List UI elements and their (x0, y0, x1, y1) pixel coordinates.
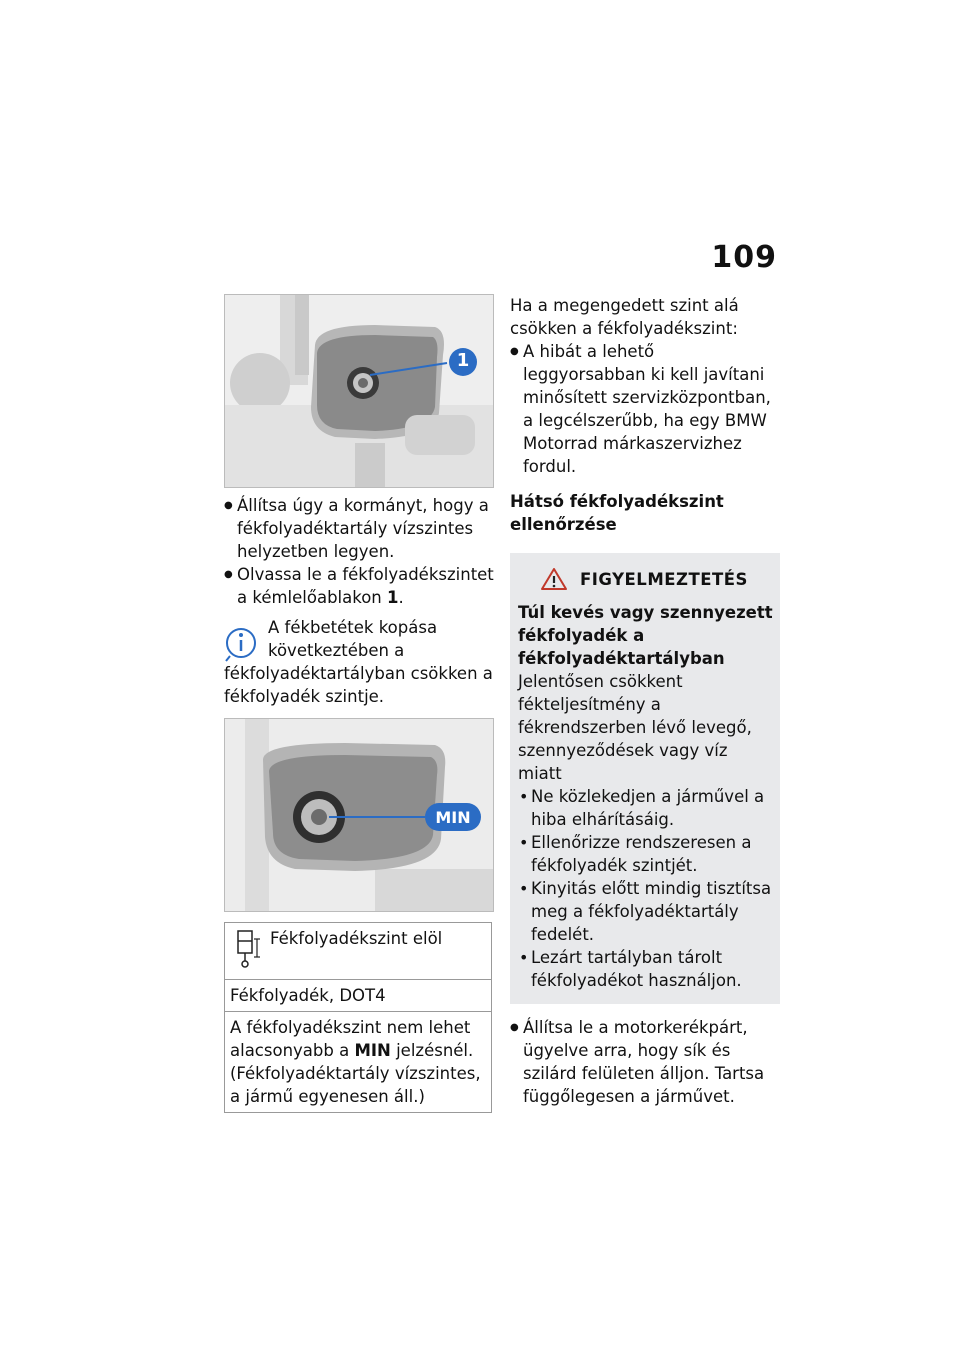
spec-table (224, 922, 492, 1113)
warning-triangle-icon (540, 567, 568, 591)
bullet-repair: ● A hibát a lehető leggyorsabban ki kell javítani minősített szervizközpontban, a legcélszerűbb, ha egy BMW Motorrad márkaszervizhez fordul. (510, 340, 780, 478)
warning-item: • Ellenőrizze rendszeresen a fékfolyadék szintjét. (518, 831, 773, 877)
warning-item: • Lezárt tartályban tárolt fékfolyadékot használjon. (518, 946, 773, 992)
spec-row-fluid-type: Fékfolyadék, DOT4 (225, 980, 492, 1012)
info-note (224, 616, 494, 708)
warning-item: • Ne közlekedjen a járművel a hiba elhárításáig. (518, 785, 773, 831)
page-number: 109 (711, 240, 777, 275)
info-icon (224, 616, 262, 662)
front-reservoir-illustration (225, 295, 493, 487)
warning-title: FIGYELMEZTETÉS (580, 569, 748, 589)
warning-item: • Kinyitás előtt mindig tisztítsa meg a fékfolyadéktartály fedelét. (518, 877, 773, 946)
left-column (224, 294, 494, 1113)
fluid-level-icon (230, 927, 264, 971)
warning-subtitle: Túl kevés vagy szennyezett fékfolyadék a fékfolyadéktartályban (518, 603, 773, 668)
right-column (510, 294, 780, 1108)
info-text: A fékbetétek kopása következtében a fékfolyadéktartályban csökken a fékfolyadék szintje. (224, 618, 493, 706)
intro-text: Ha a megengedett szint alá csökken a fékfolyadékszint: (510, 296, 739, 338)
warning-body: Jelentősen csökkent fékteljesítmény a fékrendszerben lévő levegő, szennyeződések vagy víz miatt (518, 672, 752, 783)
left-bullet-list (224, 494, 494, 609)
min-mark-photo (224, 718, 494, 912)
section-title: Hátsó fékfolyadékszint ellenőrzése (510, 492, 724, 534)
front-reservoir-photo (224, 294, 494, 488)
ref-1: 1 (387, 588, 399, 607)
warning-list (518, 785, 773, 992)
spec-header: Fékfolyadékszint elöl (270, 929, 443, 948)
bullet-align-handlebar: ● Állítsa úgy a kormányt, hogy a fékfolyadéktartály vízszintes helyzetben legyen. (224, 494, 494, 563)
callout-1-label: 1 (456, 350, 470, 371)
warning-box (510, 553, 780, 1004)
spec-row-min-level: A fékfolyadékszint nem lehet alacsonyabb a MIN jelzésnél. (Fékfolyadéktartály vízszintes, a jármű egyenesen áll.) (225, 1012, 492, 1113)
intro-bullet-list (510, 340, 780, 478)
final-bullet-list (510, 1016, 780, 1108)
bullet-read-level: ● Olvassa le a fékfolyadékszintet a kémlelőablakon 1. (224, 563, 494, 609)
bullet-park-motorcycle: ● Állítsa le a motorkerékpárt, ügyelve arra, hogy sík és szilárd felületen álljon. Tartsa függőlegesen a járművet. (510, 1016, 780, 1108)
min-callout-label: MIN (435, 808, 471, 827)
